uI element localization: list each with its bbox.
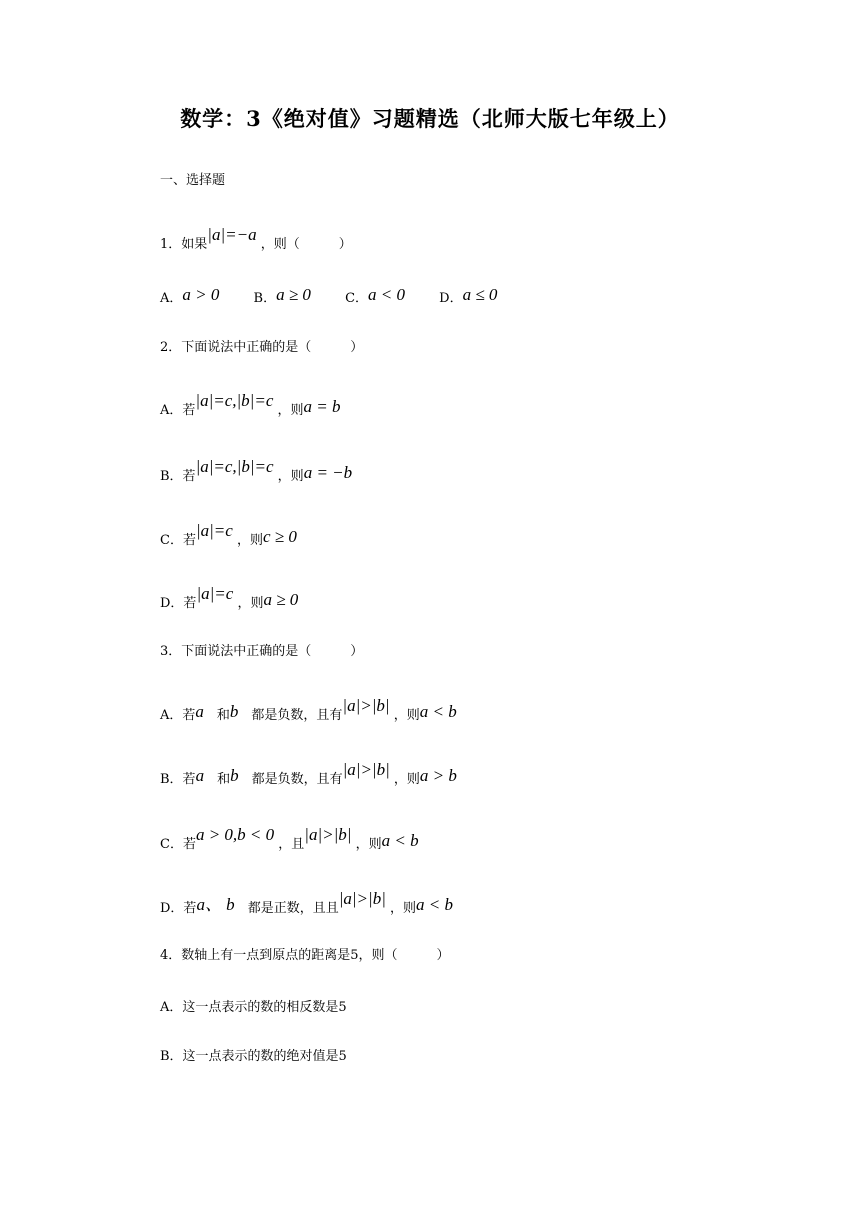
q1-option-b[interactable] — [254, 287, 311, 309]
option-result: a ≥ 0 — [263, 590, 299, 609]
option-label: D． — [439, 291, 463, 306]
q4-option-b[interactable]: B．这一点表示的数的绝对值是5 — [160, 1049, 347, 1064]
q1-equation: |a|=−a — [207, 225, 257, 244]
option-condition: |a|>|b| — [342, 696, 390, 715]
option-label: A．若 — [160, 708, 196, 723]
option-then: ，则 — [233, 596, 264, 611]
option-condition: |a|>|b| — [342, 760, 390, 779]
option-condition: |a|=c — [196, 584, 234, 603]
option-condition: |a|=c — [195, 521, 233, 540]
option-result: a > b — [419, 766, 457, 785]
variable-b: b — [230, 766, 239, 785]
variable-b: b — [229, 702, 239, 721]
option-text: 都是正数，且且 — [234, 901, 339, 916]
q3-option-d[interactable] — [160, 889, 453, 919]
option-label: B． — [253, 291, 277, 306]
option-condition: |a|=c,|b|=c — [195, 391, 274, 410]
question-3: 3．下面说法中正确的是（ ） — [160, 644, 364, 659]
variable-a: a — [195, 766, 205, 785]
question-4: 4．数轴上有一点到原点的距离是5，则（ ） — [160, 948, 450, 963]
option-then: ，则 — [389, 708, 420, 723]
option-result: a < b — [416, 895, 453, 914]
question-1 — [160, 225, 352, 255]
option-result: a = −b — [303, 463, 353, 482]
section-heading: 一、选择题 — [160, 173, 226, 188]
option-label: B．若 — [160, 772, 196, 787]
q1-option-d[interactable] — [439, 287, 497, 309]
q1-suffix: ，则（ ） — [256, 237, 352, 252]
option-text: ，且 — [274, 837, 305, 852]
q1-option-c[interactable] — [345, 287, 405, 309]
option-result: a < b — [381, 831, 419, 850]
q1-options — [160, 287, 497, 309]
option-label: C．若 — [160, 533, 196, 548]
option-label: D．若 — [160, 901, 197, 916]
q1-prefix: 1．如果 — [160, 237, 208, 252]
option-label: D．若 — [160, 596, 197, 611]
option-text: 都是负数，且有 — [238, 772, 343, 787]
option-then: ，则 — [389, 772, 420, 787]
option-label: B．若 — [160, 469, 196, 484]
option-then: ，则 — [273, 403, 304, 418]
option-label: C． — [345, 291, 369, 306]
q2-option-c[interactable] — [160, 521, 297, 551]
q4-option-a[interactable]: A．这一点表示的数的相反数是5 — [160, 1000, 347, 1015]
option-condition: |a|>|b| — [304, 825, 352, 844]
option-label: C．若 — [160, 837, 196, 852]
option-label: A． — [160, 291, 183, 306]
q3-option-a[interactable] — [160, 696, 457, 726]
option-expr: a ≥ 0 — [276, 285, 311, 304]
option-expr: a < 0 — [368, 285, 405, 304]
variables: a、 b — [196, 895, 235, 914]
option-result: a < b — [419, 702, 457, 721]
page-title: 数学：3《绝对值》习题精选（北师大版七年级上） — [180, 106, 680, 131]
option-label: A．若 — [160, 403, 196, 418]
option-then: ，则 — [351, 837, 382, 852]
q2-option-b[interactable] — [160, 457, 353, 487]
variable-a: a — [195, 702, 204, 721]
q1-option-a[interactable] — [160, 287, 219, 309]
q2-option-d[interactable] — [160, 584, 299, 614]
conjunction: 和 — [204, 772, 231, 787]
option-then: ，则 — [232, 533, 263, 548]
option-result: a = b — [303, 397, 341, 416]
option-then: ，则 — [273, 469, 304, 484]
option-condition: |a|>|b| — [338, 889, 386, 908]
q2-option-a[interactable] — [160, 391, 341, 421]
q3-option-b[interactable] — [160, 760, 457, 790]
option-expr: a > 0 — [182, 285, 220, 304]
option-result: c ≥ 0 — [262, 527, 297, 546]
option-condition: |a|=c,|b|=c — [195, 457, 274, 476]
option-then: ，则 — [385, 901, 417, 916]
option-expr: a ≤ 0 — [462, 285, 498, 304]
question-2: 2．下面说法中正确的是（ ） — [160, 340, 364, 355]
q3-option-c[interactable] — [160, 825, 419, 855]
conjunction: 和 — [203, 708, 230, 723]
option-condition-signs: a > 0,b < 0 — [195, 825, 275, 844]
option-text: 都是负数，且有 — [238, 708, 343, 723]
